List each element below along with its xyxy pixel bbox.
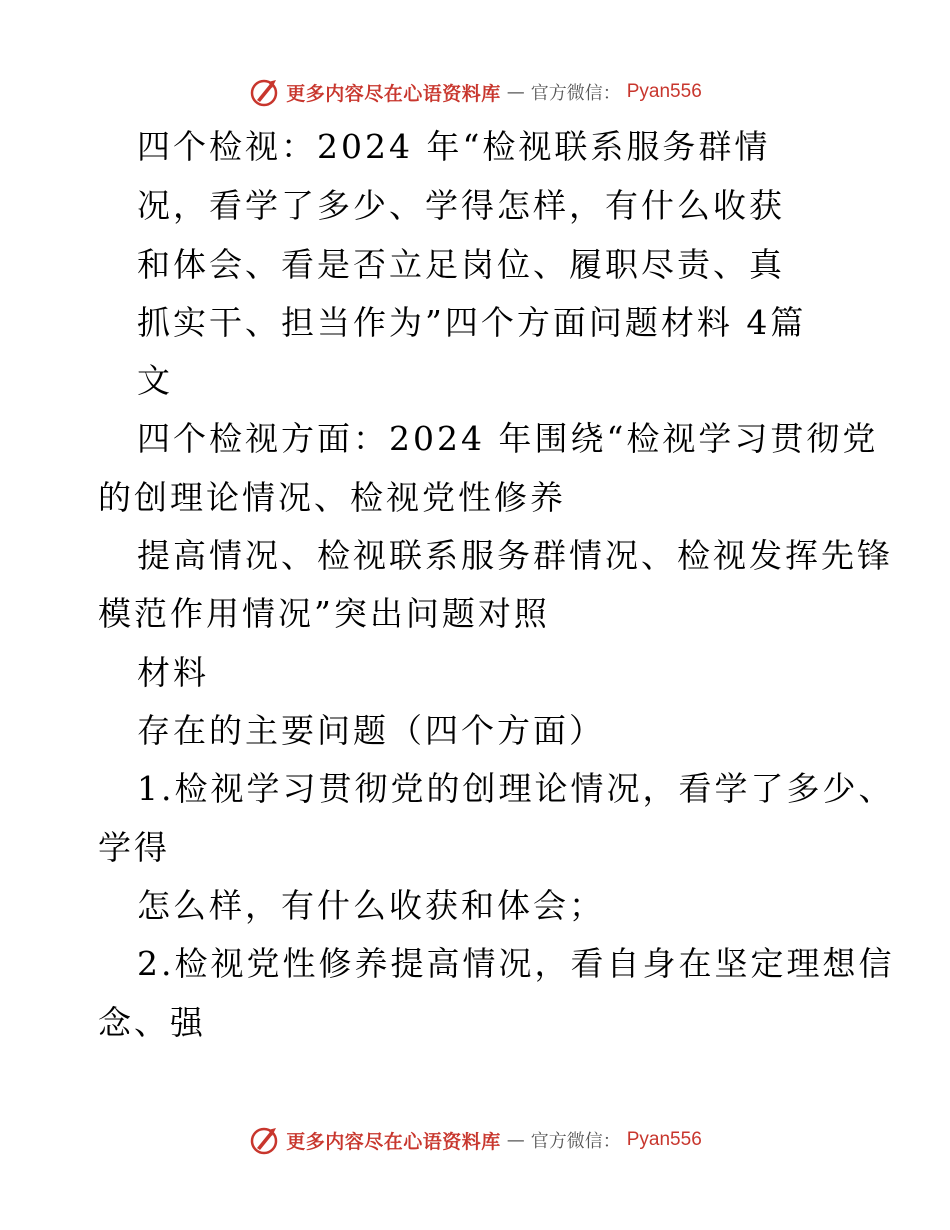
quill-logo-icon	[248, 76, 280, 108]
text-line: 2.检视党性修养提高情况，看自身在坚定理想信	[137, 944, 895, 983]
text-line: 1.检视学习贯彻党的创理论情况，看学了多少、	[137, 769, 895, 808]
text-line: 和体会、看是否立足岗位、履职尽责、真	[137, 245, 785, 284]
header-wechat-label: 官方微信：	[530, 83, 621, 104]
text-line: 存在的主要问题（四个方面）	[137, 711, 605, 750]
footer-dash: —	[506, 1129, 525, 1151]
header-banner	[0, 72, 950, 112]
text-line: 学得	[98, 828, 170, 867]
header-wechat-id: Pyan556	[626, 81, 702, 102]
text-line: 四个检视：2024 年“检视联系服务群情	[137, 127, 771, 166]
header-dash: —	[506, 81, 525, 103]
text-line: 怎么样，有什么收获和体会；	[137, 886, 605, 925]
text-line: 模范作用情况”突出问题对照	[98, 594, 550, 633]
text-line: 抓实干、担当作为”四个方面问题材料 4篇	[137, 303, 807, 342]
text-line: 提高情况、检视联系服务群情况、检视发挥先锋	[137, 536, 893, 575]
text-line: 文	[137, 361, 173, 400]
text-line: 四个检视方面：2024 年围绕“检视学习贯彻党	[137, 419, 879, 458]
header-site-text: 更多内容尽在心语资料库	[286, 82, 501, 105]
text-line: 材料	[137, 653, 209, 692]
text-line: 况，看学了多少、学得怎样，有什么收获	[137, 186, 785, 225]
footer-wechat-label: 官方微信：	[530, 1131, 621, 1152]
footer-site-text: 更多内容尽在心语资料库	[286, 1130, 501, 1153]
quill-logo-icon	[248, 1124, 280, 1156]
text-line: 念、强	[98, 1003, 206, 1042]
footer-wechat-id: Pyan556	[626, 1129, 702, 1150]
text-line: 的创理论情况、检视党性修养	[98, 478, 566, 517]
footer-banner	[0, 1120, 950, 1160]
